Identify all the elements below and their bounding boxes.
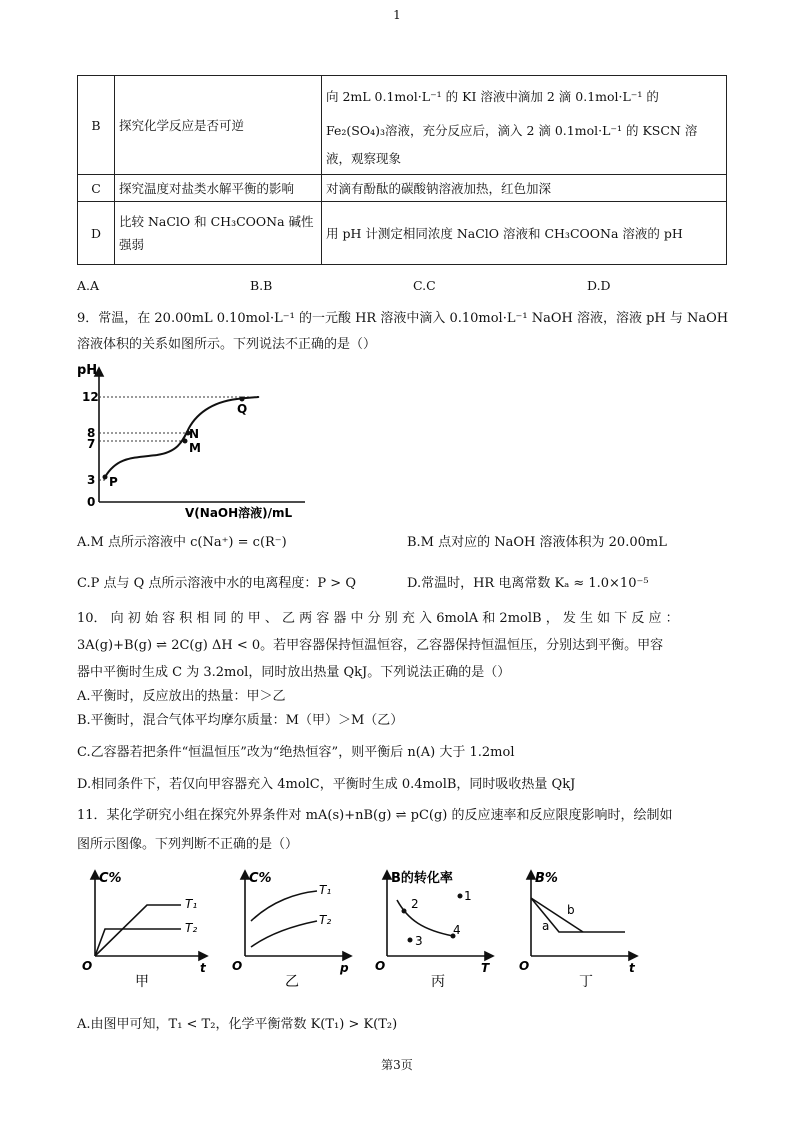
origin-label: O	[82, 959, 93, 973]
label-q: Q	[237, 402, 248, 416]
y-label: C%	[99, 871, 122, 886]
row-purpose: 探究温度对盐类水解平衡的影响	[115, 175, 322, 202]
point-1	[458, 894, 463, 899]
equilibrium-curve	[397, 900, 453, 936]
point-q	[240, 397, 245, 402]
q11-stem-line2: 图所示图像。下列判断不正确的是（）	[77, 837, 299, 852]
q10-stem-line1: 10． 向 初 始 容 积 相 同 的 甲 、 乙 两 容 器 中 分 别 充 入 6molA 和 2molB ， 发 生 如 下 反 应 ：	[77, 611, 679, 626]
choice-c: C.C	[413, 278, 436, 293]
q11-option-a: A.由图甲可知，T₁ < T₂，化学平衡常数 K(T₁) > K(T₂)	[77, 1017, 398, 1032]
table-row	[78, 76, 727, 175]
method-line: 液，观察现象	[326, 151, 402, 166]
titration-graph	[77, 362, 337, 522]
x-axis-arrow	[485, 952, 493, 960]
choice-d: D.D	[587, 278, 611, 293]
label-n: N	[189, 427, 200, 441]
q10-option-a: A.平衡时，反应放出的热量：甲＞乙	[77, 689, 286, 704]
x-label: V(NaOH溶液)/mL	[185, 506, 293, 520]
label-m: M	[189, 441, 201, 455]
graph-yi	[227, 868, 367, 998]
table-row	[78, 202, 727, 265]
caption: 乙	[285, 974, 299, 990]
y-label: B%	[535, 871, 558, 886]
tick-3: 3	[87, 473, 96, 487]
label-1: 1	[464, 889, 472, 903]
curve-t1	[95, 905, 181, 956]
row-method: 用 pH 计测定相同浓度 NaClO 溶液和 CH₃COONa 溶液的 pH	[322, 202, 727, 265]
graph-bing	[373, 868, 523, 998]
x-axis-arrow	[343, 952, 351, 960]
row-method	[322, 76, 727, 175]
x-label: t	[629, 961, 635, 975]
y-axis-arrow	[91, 871, 99, 879]
row-purpose	[115, 202, 322, 265]
point-m	[183, 439, 188, 444]
label-p: P	[109, 475, 118, 489]
curve-label-t2: T₂	[319, 913, 332, 927]
y-label: B的转化率	[391, 871, 453, 886]
table-row	[78, 175, 727, 202]
origin-label: O	[232, 959, 243, 973]
titration-curve	[105, 397, 258, 477]
x-label: T	[481, 961, 490, 975]
q9-option-d: D.常温时，HR 电离常数 Kₐ ≈ 1.0×10⁻⁵	[407, 576, 649, 591]
graph-jia	[77, 868, 217, 998]
origin-label: O	[519, 959, 530, 973]
caption: 丁	[579, 974, 593, 990]
q11-stem-line1: 11．某化学研究小组在探究外界条件对 mA(s)+nB(g) ⇌ pC(g) 的反应速率和反应限度影响时，绘制如	[77, 808, 673, 823]
x-label: p	[340, 961, 349, 975]
row-purpose: 探究化学反应是否可逆	[115, 76, 322, 175]
label-4: 4	[453, 923, 461, 937]
q10-option-c: C.乙容器若把条件“恒温恒压”改为“绝热恒容”，则平衡后 n(A) 大于 1.2mol	[77, 745, 515, 760]
point-2	[402, 909, 407, 914]
origin-label: 0	[87, 495, 96, 509]
row-label: D	[78, 202, 115, 265]
method-line: Fe₂(SO₄)₃溶液，充分反应后，滴入 2 滴 0.1mol·L⁻¹ 的 KSCN 溶	[326, 123, 698, 138]
label-a: a	[542, 919, 550, 933]
label-b: b	[567, 903, 575, 917]
q9-stem-line1: 9．常温，在 20.00mL 0.10mol·L⁻¹ 的一元酸 HR 溶液中滴入 0.10mol·L⁻¹ NaOH 溶液，溶液 pH 与 NaOH	[77, 311, 729, 326]
row-method: 对滴有酚酞的碳酸钠溶液加热，红色加深	[322, 175, 727, 202]
label-2: 2	[411, 897, 419, 911]
y-axis-arrow	[383, 871, 391, 879]
q9-option-c: C.P 点与 Q 点所示溶液中水的电离程度：P > Q	[77, 576, 356, 591]
tick-7: 7	[87, 437, 96, 451]
graph-ding	[517, 868, 657, 998]
caption: 丙	[431, 974, 445, 990]
curve-label-t2: T₂	[185, 921, 198, 935]
curve-b	[531, 898, 583, 932]
origin-label: O	[375, 959, 386, 973]
y-label: C%	[249, 871, 272, 886]
point-3	[408, 938, 413, 943]
purpose-line: 比较 NaClO 和 CH₃COONa 碱性	[119, 214, 314, 229]
row-label: C	[78, 175, 115, 202]
q9-stem-line2: 溶液体积的关系如图所示。下列说法不正确的是（）	[77, 337, 377, 352]
point-p	[103, 475, 108, 480]
curve-label-t1: T₁	[185, 897, 198, 911]
x-label: t	[200, 961, 206, 975]
tick-12: 12	[82, 390, 99, 404]
page-number: 1	[393, 8, 401, 22]
q10-stem-line3: 器中平衡时生成 C 为 3.2mol，同时放出热量 QkJ。下列说法正确的是（）	[77, 665, 511, 680]
purpose-line: 强弱	[119, 237, 145, 252]
q10-option-b: B.平衡时，混合气体平均摩尔质量：M（甲）＞M（乙）	[77, 713, 404, 728]
choice-b: B.B	[250, 278, 273, 293]
q10-stem-line2: 3A(g)+B(g) ⇌ 2C(g) ΔH < 0。若甲容器保持恒温恒容，乙容器保持恒温恒压，分别达到平衡。甲容	[77, 638, 664, 653]
y-axis-arrow	[241, 871, 249, 879]
row-label: B	[78, 76, 115, 175]
q9-option-b: B.M 点对应的 NaOH 溶液体积为 20.00mL	[407, 535, 667, 550]
curve-t2	[251, 921, 317, 947]
label-3: 3	[415, 934, 423, 948]
x-axis-arrow	[629, 952, 637, 960]
tick-8: 8	[87, 426, 96, 440]
page-footer: 第3页	[381, 1058, 413, 1072]
curve-label-t1: T₁	[319, 883, 332, 897]
q9-option-a: A.M 点所示溶液中 c(Na⁺) = c(R⁻)	[77, 535, 287, 550]
experiment-table	[77, 75, 727, 265]
y-label: pH	[77, 363, 98, 378]
method-line: 向 2mL 0.1mol·L⁻¹ 的 KI 溶液中滴加 2 滴 0.1mol·L⁻¹ 的	[326, 89, 659, 104]
choice-a: A.A	[77, 278, 100, 293]
y-axis-arrow	[527, 871, 535, 879]
curve-t1	[251, 891, 317, 921]
caption: 甲	[135, 974, 149, 990]
q10-option-d: D.相同条件下，若仅向甲容器充入 4molC，平衡时生成 0.4molB，同时吸收热量 QkJ	[77, 777, 576, 792]
x-axis-arrow	[199, 952, 207, 960]
